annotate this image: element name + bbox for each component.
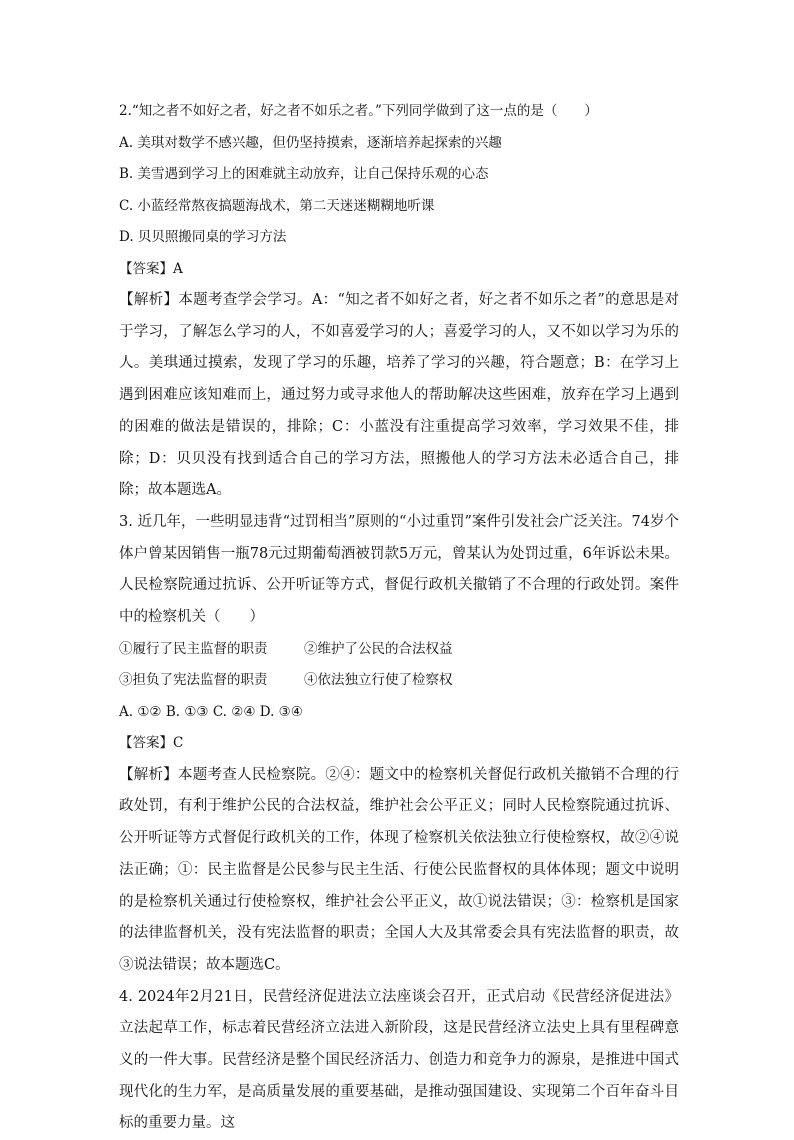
q2-stem: 2.“知之者不如好之者，好之者不如乐之者。”下列同学做到了这一点的是（ ）	[119, 103, 598, 119]
q2-option-d: D. 贝贝照搬同桌的学习方法	[119, 229, 287, 245]
q4-stem: 4. 2024年2月21日，民营经济促进法立法座谈会召开，正式启动《民营经济促进法》立法起草工作，标志着民营经济立法进入新阶段，这是民营经济立法史上具有里程碑意义的一件大事。民营经济是整个国民经济活力、创造力和竞争力的源泉，是推进中国式现代化的生力军，是高质量发展的重要基础，是推动强国建设、实现第二个百年奋斗目标的重要力量。这	[119, 988, 679, 1132]
q3-item-2: ②维护了公民的合法权益	[304, 640, 453, 657]
content-column	[119, 96, 679, 1140]
q3-answer: 【答案】C	[119, 735, 184, 752]
q2-option-b: B. 美雪遇到学习上的困难就主动放弃，让自己保持乐观的心态	[119, 166, 489, 182]
q3-analysis: 【解析】本题考查人民检察院。②④：题文中的检察机关督促行政机关撤销不合理的行政处罚，有利于维护公民的合法权益，维护社会公平正义；同时人民检察院通过抗诉、公开听证等方式督促行政机关的工作，体现了检察机关依法独立行使检察权，故②④说法正确；①：民主监督是公民参与民主生活、行使公民监督权的具体体现；题文中说明的是检察机关通过行使检察权，维护社会公平正义，故①说法错误；③：检察机是国家的法律监督机关，没有宪法监督的职责；全国人大及其常委会具有宪法监督的职责，故③说法错误；故本题选C。	[119, 766, 679, 973]
q3-items-row-1	[119, 634, 679, 666]
q3-choices: A. ①② B. ①③ C. ②④ D. ③④	[119, 703, 303, 720]
q3-stem: 3. 近几年，一些明显违背“过罚相当”原则的“小过重罚”案件引发社会广泛关注。74岁个体户曾某因销售一瓶78元过期葡萄酒被罚款5万元，曾某认为处罚过重，6年诉讼未果。人民检察院通过抗诉、公开听证等方式，督促行政机关撤销了不合理的行政处罚。案件中的检察机关（ ）	[119, 513, 679, 626]
q2-option-a: A. 美琪对数学不感兴趣，但仍坚持摸索，逐渐培养起探索的兴趣	[119, 134, 502, 151]
q2-analysis: 【解析】本题考查学会学习。A：“知之者不如好之者，好之者不如乐之者”的意思是对于学习，了解怎么学习的人，不如喜爱学习的人；喜爱学习的人，又不如以学习为乐的人。美琪通过摸索，发现了学习的乐趣，培养了学习的兴趣，符合题意；B：在学习上遇到困难应该知难而上，通过努力或寻求他人的帮助解决这些困难，放弃在学习上遇到的困难的做法是错误的，排除；C：小蓝没有注重提高学习效率，学习效果不佳，排除；D：贝贝没有找到适合自己的学习方法，照搬他人的学习方法未必适合自己，排除；故本题选A。	[119, 292, 679, 499]
q3-item-1: ①履行了民主监督的职责	[119, 640, 268, 657]
q2-option-c: C. 小蓝经常熬夜搞题海战术，第二天迷迷糊糊地听课	[119, 197, 435, 214]
q3-items-row-2	[119, 665, 679, 697]
q3-item-4: ④依法独立行使了检察权	[304, 672, 453, 689]
q3-item-3: ③担负了宪法监督的职责	[119, 672, 268, 689]
q2-answer: 【答案】A	[119, 260, 183, 277]
